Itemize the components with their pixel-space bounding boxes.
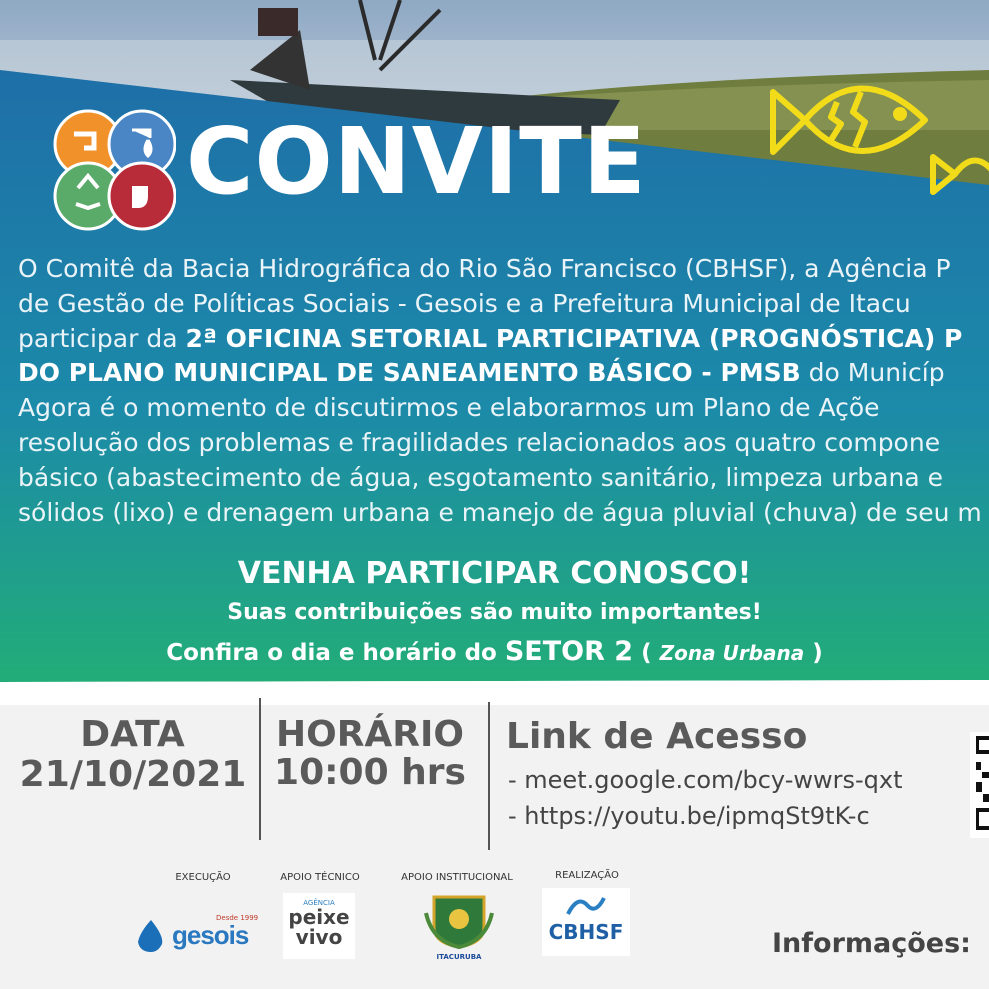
divider	[488, 702, 490, 850]
cta-subheadline: Suas contribuições são muito importantes!	[227, 600, 762, 625]
peixe-vivo-logo: AGÊNCIA peixe vivo	[283, 893, 355, 959]
body-line: O Comitê da Bacia Hidrográfica do Rio São Francisco (CBHSF), a Agência P	[18, 254, 951, 283]
fish-decoration-icon	[765, 62, 989, 212]
time-label: HORÁRIO	[275, 714, 465, 755]
qr-code-icon	[970, 732, 989, 838]
river-icon	[564, 892, 608, 920]
body-line: DO PLANO MUNICIPAL DE SANEAMENTO BÁSICO - PMSB do Municíp	[18, 358, 945, 388]
page-title: CONVITE	[186, 108, 647, 215]
municipal-crest-icon	[424, 893, 494, 949]
date-label: DATA	[80, 714, 185, 755]
body-line: de Gestão de Políticas Sociais - Gesois e a Prefeitura Municipal de Itacu	[18, 288, 911, 318]
divider	[259, 698, 261, 840]
link-label: Link de Acesso	[506, 716, 808, 757]
sponsor-label-execucao: EXECUÇÃO	[175, 872, 231, 883]
body-line: resolução dos problemas e fragilidades relacionados aos quatro compone	[18, 427, 941, 457]
body-line: participar da 2ª OFICINA SETORIAL PARTICIPATIVA (PROGNÓSTICA) P	[18, 323, 963, 353]
body-line: básico (abastecimento de água, esgotamento sanitário, limpeza urbana e	[18, 462, 944, 492]
body-line: Agora é o momento de discutirmos e elaborarmos um Plano de Açõe	[18, 393, 880, 423]
gesois-drop-icon	[134, 918, 168, 954]
invitation-text	[18, 252, 989, 530]
sanitation-icons-logo	[52, 108, 176, 232]
itacuruba-seal: ITACURUBA	[424, 893, 494, 961]
gesois-logo: gesois Desde 1999	[134, 916, 259, 960]
info-footer-label: Informações:	[772, 928, 971, 959]
cbhsf-logo: CBHSF	[542, 888, 630, 956]
sponsor-label-realizacao: REALIZAÇÃO	[555, 870, 619, 881]
cta-confira: Confira o dia e horário do SETOR 2 ( Zona Urbana )	[166, 636, 823, 667]
meet-link[interactable]: - meet.google.com/bcy-wwrs-qxt	[508, 766, 903, 794]
date-value: 21/10/2021	[19, 754, 247, 795]
youtube-link[interactable]: - https://youtu.be/ipmqSt9tK-c	[508, 802, 870, 830]
sponsor-label-apoio-institucional: APOIO INSTITUCIONAL	[401, 872, 513, 883]
cta-headline: VENHA PARTICIPAR CONOSCO!	[237, 556, 752, 591]
time-value: 10:00 hrs	[274, 752, 466, 793]
sponsor-label-apoio-tecnico: APOIO TÉCNICO	[280, 872, 360, 883]
body-line: sólidos (lixo) e drenagem urbana e manejo de água pluvial (chuva) de seu m	[18, 497, 982, 527]
